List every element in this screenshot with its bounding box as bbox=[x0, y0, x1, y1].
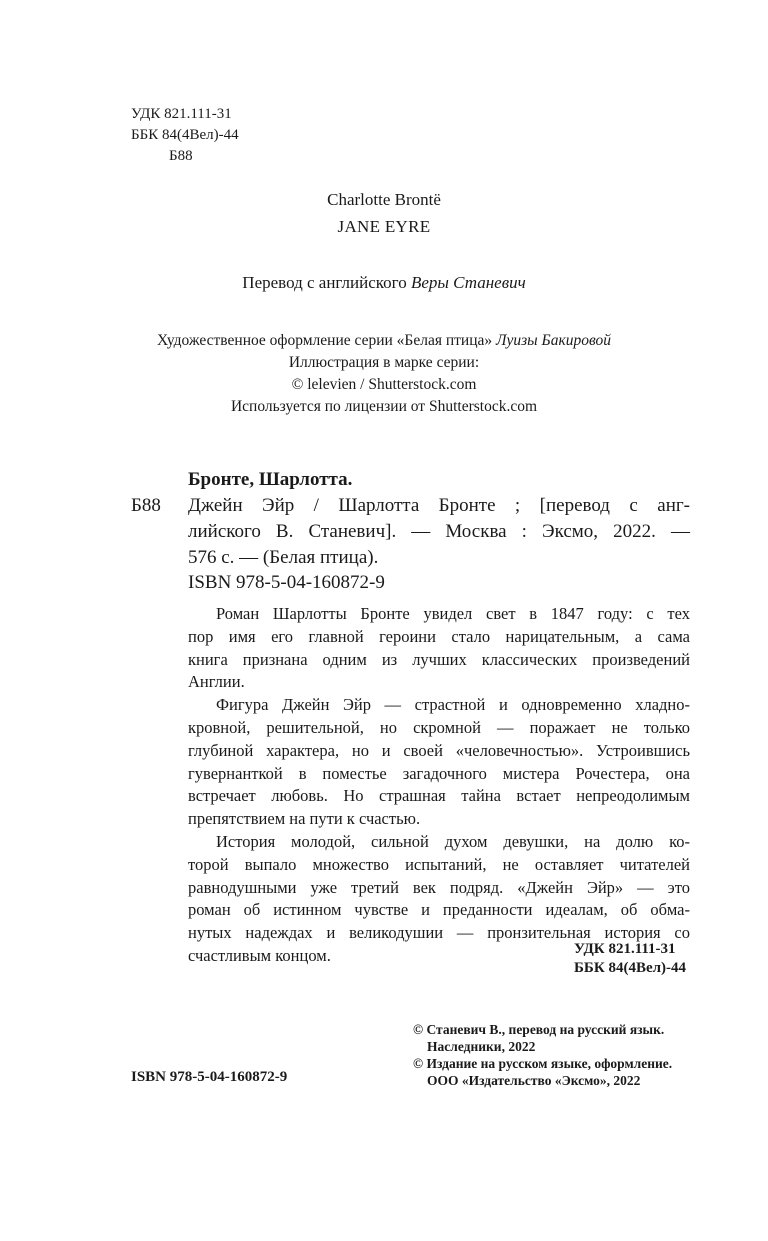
bbk-code-bottom: ББК 84(4Вел)-44 bbox=[574, 960, 687, 976]
annotation-line: Фигура Джейн Эйр — страстной и одновременно хладно- bbox=[216, 695, 690, 715]
catalog-row-3 bbox=[131, 545, 690, 571]
copyright-edition: © Издание на русском языке, оформление. bbox=[413, 1056, 673, 1071]
original-title: JANE EYRE bbox=[337, 217, 431, 236]
catalog-code: Б88 bbox=[131, 495, 161, 516]
annotation bbox=[188, 603, 690, 968]
annotation-line: Роман Шарлотты Бронте увидел свет в 1847 году: с тех bbox=[216, 604, 690, 623]
annotation-line: равнодушными уже третий век подряд. «Джейн Эйр» — это bbox=[188, 877, 690, 897]
annotation-line: глубиной характера, но и своей «человечностью». Устроившись bbox=[188, 740, 690, 760]
udk-code-bottom: УДК 821.111-31 bbox=[574, 941, 676, 957]
illustration-label: Иллюстрация в марке серии: bbox=[288, 354, 480, 371]
copyright-heirs: Наследники, 2022 bbox=[427, 1039, 536, 1054]
isbn-bottom: ISBN 978-5-04-160872-9 bbox=[131, 1069, 288, 1085]
copyright-block bbox=[413, 1021, 672, 1089]
catalog-line: лийского В. Станевич]. — Москва : Эксмо, 2022. — bbox=[188, 521, 690, 542]
design-series-text: Художественное оформление серии «Белая птица» bbox=[157, 332, 493, 349]
translation-prefix: Перевод с английского bbox=[242, 273, 407, 292]
design-line-1 bbox=[0, 330, 768, 352]
annotation-line: торой выпало множество испытаний, не оставляет читателей bbox=[188, 854, 690, 874]
catalog-entry bbox=[131, 467, 690, 571]
catalog-line: 576 с. — (Белая птица). bbox=[188, 547, 379, 568]
copyright-translation: © Станевич В., перевод на русский язык. bbox=[413, 1022, 665, 1037]
catalog-heading: Бронте, Шарлотта. bbox=[188, 469, 353, 490]
annotation-line: книга признана одним из лучших классических произведений bbox=[188, 649, 690, 669]
license-note: Используется по лицензии от Shutterstock.com bbox=[230, 398, 538, 415]
copyright-publisher: ООО «Издательство «Эксмо», 2022 bbox=[427, 1073, 641, 1088]
annotation-line: гувернанткой в поместье загадочного мистера Рочестера, она bbox=[188, 763, 690, 783]
annotation-line: пор имя его главной героини стало нарицательным, а сама bbox=[188, 626, 690, 646]
annotation-paragraph-2 bbox=[188, 694, 690, 831]
catalog-row-1 bbox=[131, 493, 690, 519]
annotation-line: кровной, решительной, но скромной — поражает не только bbox=[188, 717, 690, 737]
original-author: Charlotte Brontë bbox=[327, 190, 441, 209]
translator-name: Веры Станевич bbox=[410, 273, 526, 292]
classification-codes-bottom bbox=[574, 940, 686, 978]
annotation-paragraph-1 bbox=[188, 603, 690, 694]
author-mark: Б88 bbox=[169, 148, 193, 164]
design-credits bbox=[0, 330, 768, 418]
designer-name: Луизы Бакировой bbox=[496, 332, 611, 349]
annotation-line: Англии. bbox=[188, 672, 245, 692]
classification-codes bbox=[131, 104, 239, 167]
udk-code: УДК 821.111-31 bbox=[131, 106, 232, 122]
bbk-code: ББК 84(4Вел)-44 bbox=[131, 127, 239, 143]
annotation-line: История молодой, сильной духом девушки, на долю ко- bbox=[216, 831, 690, 851]
catalog-line: Джейн Эйр / Шарлотта Бронте ; [перевод с анг- bbox=[188, 495, 690, 516]
illustration-credit: © lelevien / Shutterstock.com bbox=[291, 376, 477, 393]
catalog-isbn: ISBN 978-5-04-160872-9 bbox=[188, 572, 385, 593]
annotation-line: роман об истинном чувстве и преданности идеалам, об обма- bbox=[188, 900, 690, 920]
annotation-line: встречает любовь. Но страшная тайна встает непреодолимым bbox=[188, 786, 690, 806]
translation-credit bbox=[0, 273, 768, 293]
annotation-line: нутых надеждах и великодушии — пронзительная история со bbox=[188, 923, 690, 943]
catalog-row-2 bbox=[131, 519, 690, 545]
annotation-line: препятствием на пути к счастью. bbox=[188, 809, 421, 829]
annotation-line: счастливым концом. bbox=[188, 945, 331, 965]
